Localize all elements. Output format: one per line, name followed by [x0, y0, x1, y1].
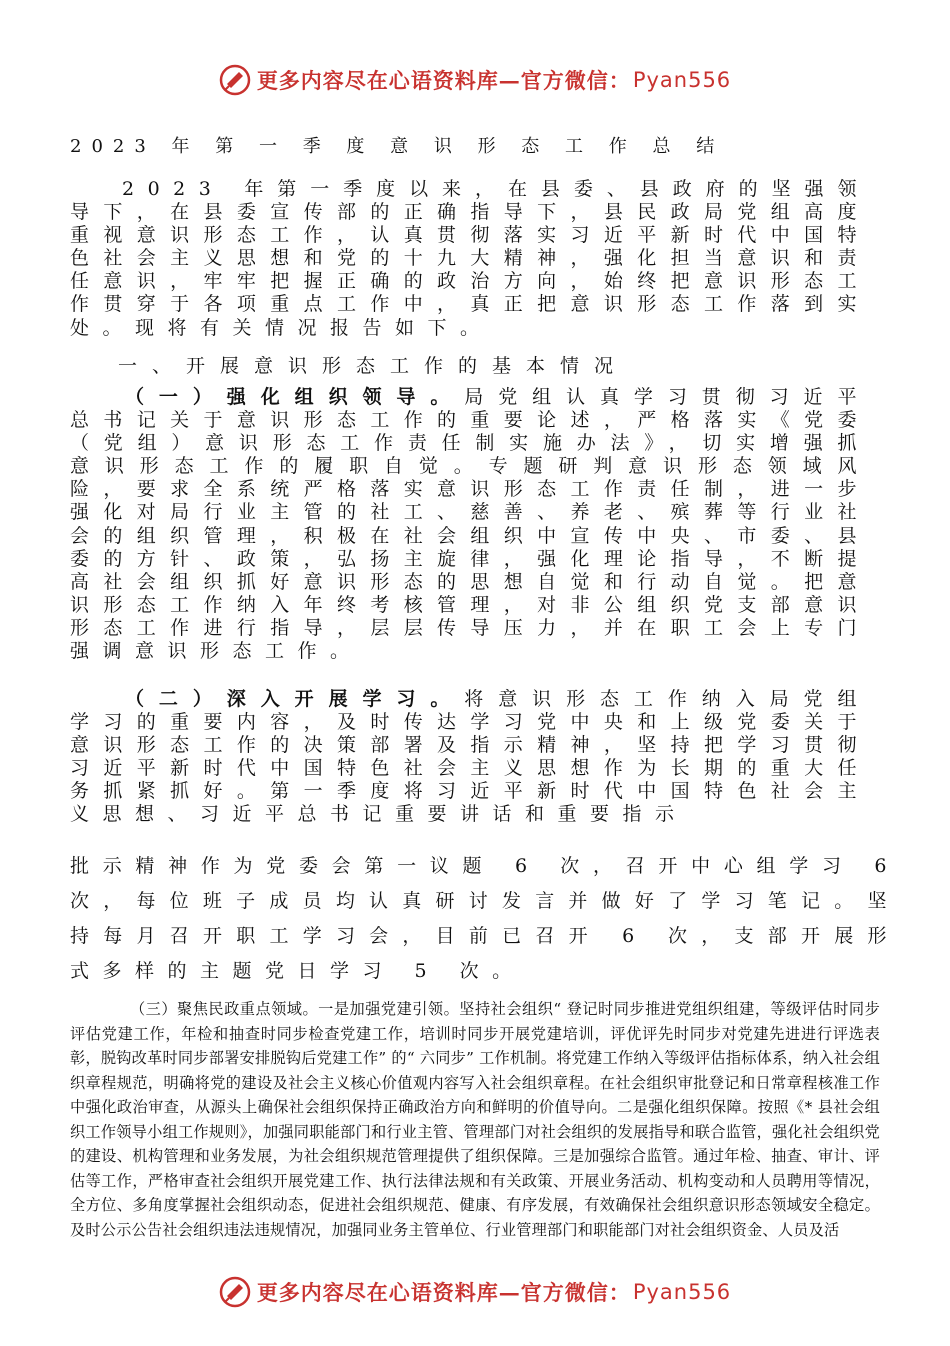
section-1-title: （一）强化组织领导。 — [125, 386, 465, 408]
section-1-body: 局党组认真学习贯彻习近平总书记关于意识形态工作的重要论述，严格落实《党委（党组）意识形态工作责任制实施办法》，切实增强抓意识形态工作的履职自觉。专题研判意识形态领域风险，要求全系统严格落实意识形态工作责任制，进一步强化对局行业主管的社工、慈善、养老、殡葬等行业社会的组织管理，积极在社会组织中宣传中央、市委、县委的方针、政策，弘扬主旋律，强化理论指导，不断提高社会组织抓好意识形态的思想自觉和行动自觉。把意识形态工作纳入年终考核管理，对非公组织党支部意识形态工作进行指导，层层传导压力，并在职工会上专门强调意识形态工作。 — [70, 386, 870, 663]
watermark-text: 更多内容尽在心语资料库—官方微信： — [256, 68, 631, 93]
section-2-title: （二）深入开展学习。 — [125, 688, 465, 710]
section-1-paragraph — [70, 386, 870, 676]
section-2-continuation: 批示精神作为党委会第一议题 6 次，召开中心组学习 6 次，每位班子成员均认真研讨发言并做好了学习笔记。坚持每月召开职工学习会，目前已召开 6 次，支部开展形式多样的主题党日学习 5 次。 — [70, 855, 900, 982]
watermark-top — [0, 64, 950, 96]
watermark-text: 更多内容尽在心语资料库—官方微信： — [256, 1280, 631, 1305]
intro-paragraph: 2023 年第一季度以来，在县委、县政府的坚强领导下，在县委宣传部的正确指导下，县民政局党组高度重视意识形态工作，认真贯彻落实习近平新时代中国特色社会主义思想和党的十九大精神，强化担当意识和责任意识，牢牢把握正确的政治方向，始终把意识形态工作贯穿于各项重点工作中，真正把意识形态工作落到实处。现将有关情况报告如下。 — [70, 178, 870, 339]
watermark-bottom — [0, 1276, 950, 1308]
section-2-paragraph — [70, 688, 870, 840]
document-title: 2023 年 第 一 季 度 意 识 形 态 工 作 总 结 — [70, 136, 725, 157]
book-pen-logo-icon — [219, 1276, 251, 1308]
watermark-brand: Pyan556 — [632, 1280, 732, 1304]
book-pen-logo-icon — [219, 64, 251, 96]
watermark-brand: Pyan556 — [632, 68, 732, 92]
section-2-body: 将意识形态工作纳入局党组学习的重要内容，及时传达学习党中央和上级党委关于意识形态工作的决策部署及指示精神，坚持把学习贯彻习近平新时代中国特色社会主义思想作为长期的重大任务抓紧抓好。第一季度将习近平新时代中国特色社会主义思想、习近平总书记重要讲话和重要指示 — [70, 688, 870, 826]
heading-basic-situation: 一、开展意识形态工作的基本情况 — [118, 355, 629, 377]
section-3-paragraph: （三）聚焦民政重点领域。一是加强党建引领。坚持社会组织“ 登记时同步推进党组织组建，等级评估时同步评估党建工作，年检和抽查时同步检查党建工作，培训时同步开展党建培训，评优评先时同步对党建先进进行评选表彰，脱钩改革时同步部署安排脱钩后党建工作” 的“ 六同步” 工作机制。将党建工作纳入等级评估指标体系，纳入社会组织章程规范，明确将党的建设及社会主义核心价值观内容写入社会组织章程。在社会组织审批登记和日常章程核准工作中强化政治审查，从源头上确保社会组织保持正确政治方向和鲜明的价值导向。二是强化组织保障。按照《* 县社会组织工作领导小组工作规则》，加强同职能部门和行业主管、管理部门对社会组织的发展指导和联合监管，强化社会组织党的建设、机构管理和业务发展，为社会组织规范管理提供了组织保障。三是加强综合监管。通过年检、抽查、审计、评估等工作，严格审查社会组织开展党建工作、执行法律法规和有关政策、开展业务活动、机构变动和人员聘用等情况，全方位、多角度掌握社会组织动态，促进社会组织规范、健康、有序发展，有效确保社会组织意识形态领域安全稳定。及时公示公告社会组织违法违规情况，加强同业务主管单位、行业管理部门和职能部门对社会组织资金、人员及活 — [70, 1000, 880, 1239]
